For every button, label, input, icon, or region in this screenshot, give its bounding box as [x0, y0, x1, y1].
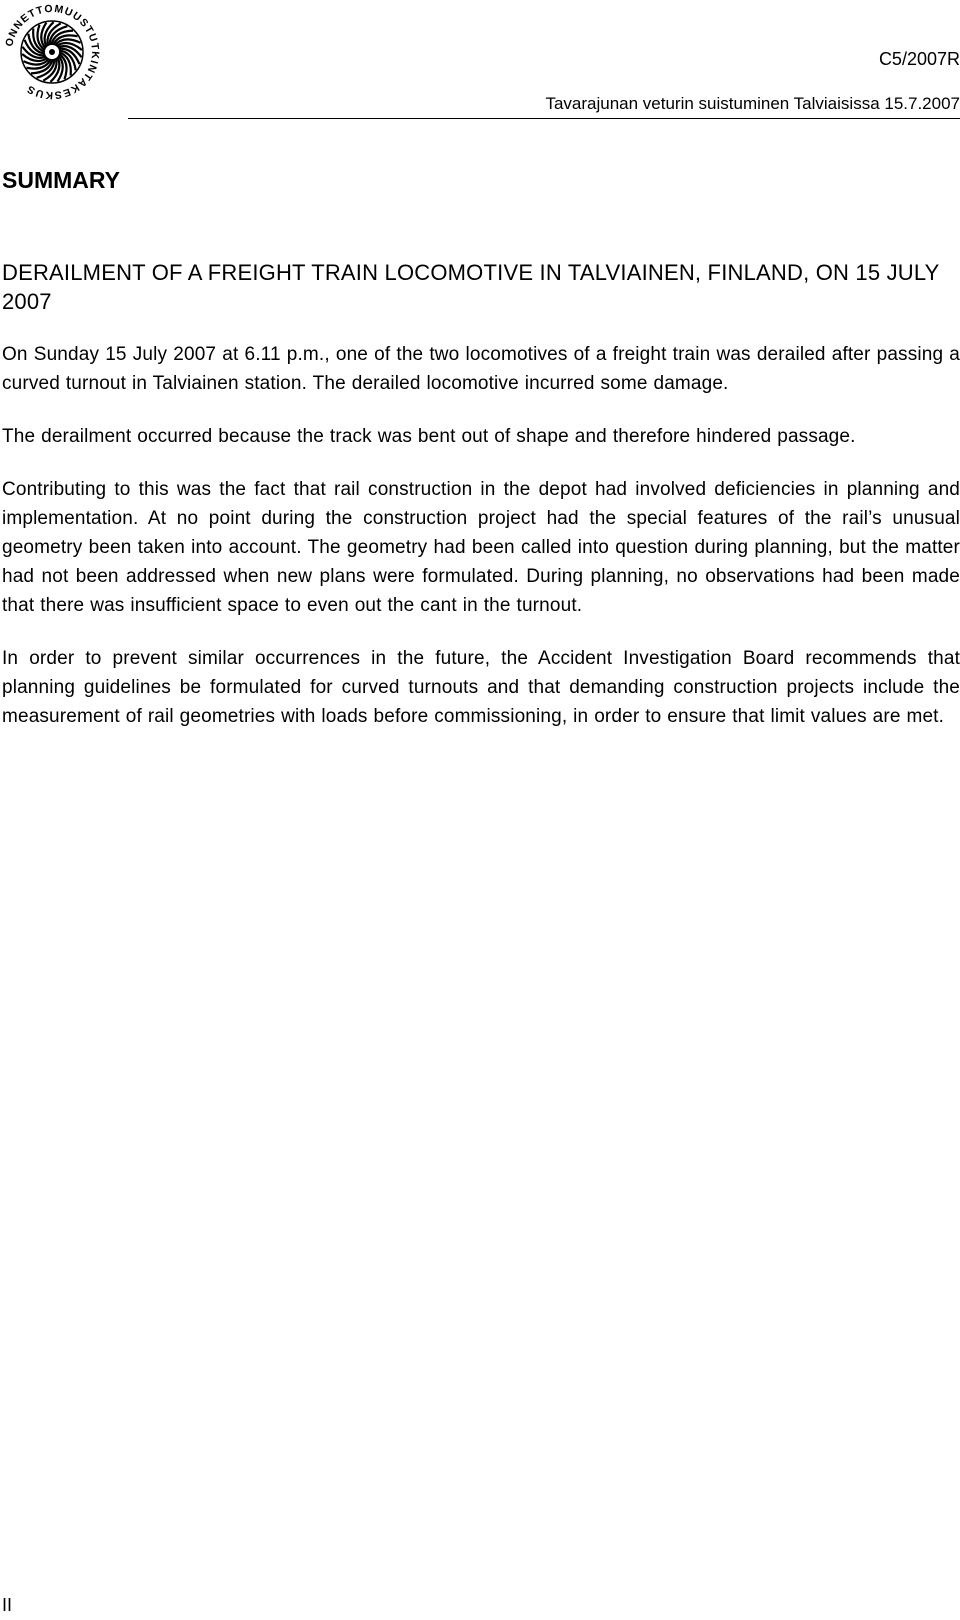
- spiral-seal-icon: [0, 0, 104, 104]
- page-number: II: [2, 1595, 13, 1615]
- running-title: Tavarajunan veturin suistuminen Talviaisissa 15.7.2007: [545, 94, 960, 113]
- report-title: DERAILMENT OF A FREIGHT TRAIN LOCOMOTIVE IN TALVIAINEN, FINLAND, ON 15 JULY 2007: [2, 260, 940, 314]
- section-heading: SUMMARY: [2, 167, 120, 193]
- paragraph-contributing-factors: Contributing to this was the fact that rail construction in the depot had involved deficiencies in planning and implementation. At no point during the construction project had the special features of the rail’s unusual geometry been taken into account. The geometry had been called into question during planning, but the matter had not been addressed when new plans were formulated. During planning, no observations had been made that there was insufficient space to even out the cant in the turnout.: [2, 479, 960, 616]
- paragraph-occurrence: On Sunday 15 July 2007 at 6.11 p.m., one of the two locomotives of a freight train was derailed after passing a curved turnout in Talviainen station. The derailed locomotive incurred some damage.: [2, 344, 960, 394]
- logo-text: ONNETTOMUUSTUTKINTAKESKUS: [3, 2, 102, 102]
- header-divider: [128, 118, 960, 119]
- paragraph-cause: The derailment occurred because the track was bent out of shape and therefore hindered passage.: [2, 426, 856, 447]
- summary-body: [2, 258, 960, 731]
- document-id: C5/2007R: [878, 49, 960, 69]
- paragraph-recommendation: In order to prevent similar occurrences in the future, the Accident Investigation Board recommends that planning guidelines be formulated for curved turnouts and that demanding construction projects include the measurement of rail geometries with loads before commissioning, in order to ensure that limit values are met.: [2, 648, 960, 727]
